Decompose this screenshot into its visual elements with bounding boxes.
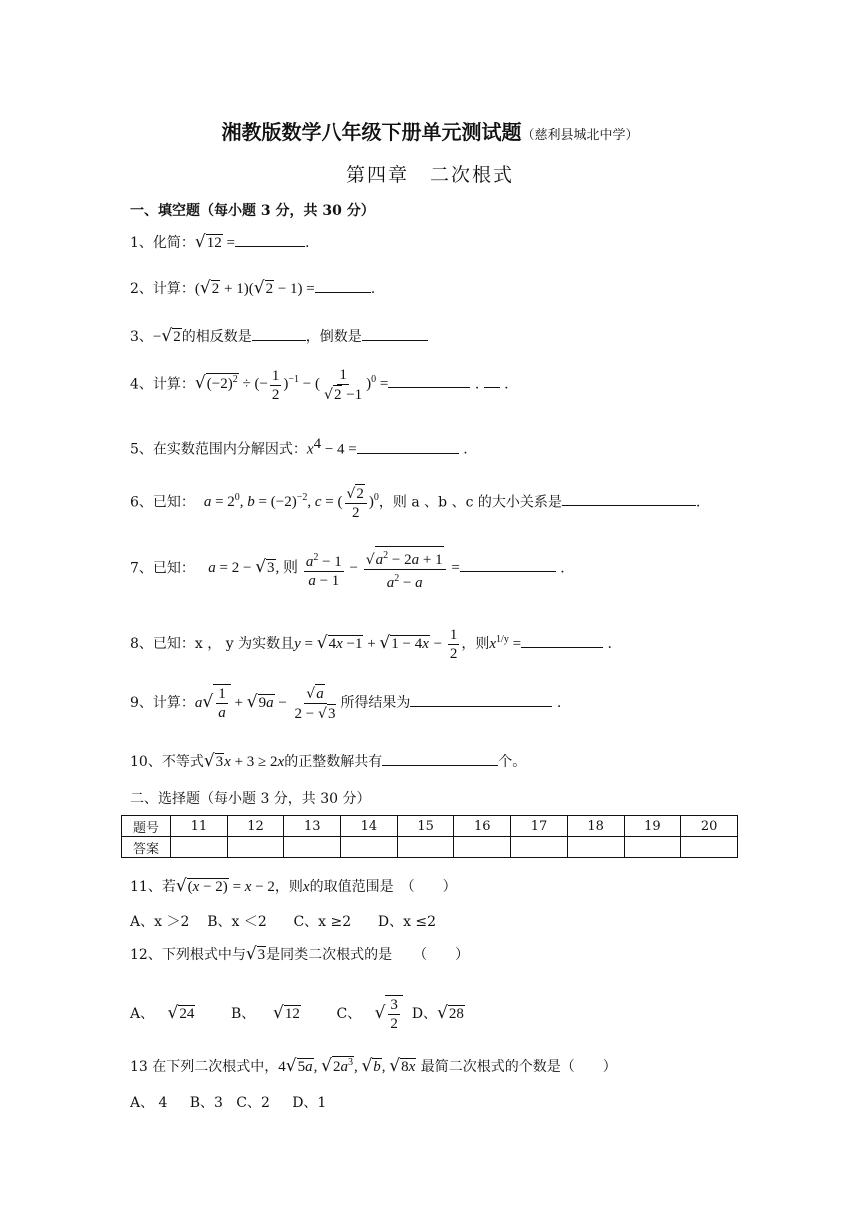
table-cell: 19	[624, 816, 681, 837]
question-13: 13 在下列二次根式中，4√5a, $√2a^3$, √b, √8x 最简二次根式的个数是（ ）	[130, 1056, 617, 1076]
answer-cell	[284, 837, 341, 858]
question-11-options	[130, 911, 436, 931]
question-8: 8、已知：x ， y 为实数且y = √4x −1 + √1 − 4x − $\frac{1}{2}$ ，则$x^{1/y}$ = .	[130, 627, 612, 662]
option-b: B、	[230, 1005, 256, 1022]
option-a: A、	[130, 1005, 155, 1022]
table-cell: 11	[171, 816, 228, 837]
option-b: B、x ＜2	[207, 914, 267, 930]
option-c: C、2	[236, 1095, 270, 1111]
option-c: C、	[336, 1005, 362, 1022]
table-cell: 13	[284, 816, 341, 837]
table-cell: 17	[511, 816, 568, 837]
row-header-answer: 答案	[122, 837, 171, 858]
question-11: 11、若√(x − 2) = x − 2，则x的取值范围是 （ ）	[130, 876, 457, 896]
question-1: 1、化简：√12 = .	[130, 232, 310, 252]
school-name: （慈利县城北中学）	[521, 128, 639, 143]
table-row	[122, 837, 738, 858]
table-cell: 12	[227, 816, 284, 837]
section-fill-in: 一、填空题（每小题 3 分，共 30 分）	[130, 203, 375, 219]
option-c: C、x ≥2	[293, 914, 352, 930]
question-7: 7、已知： a = 2 − √3, 则 $\frac{a^2 - 1}{a - 1}$ − $\frac{√a^2 - 2a + 1}{a^2 - a}$ = .	[130, 546, 565, 592]
option-d: D、	[411, 1005, 438, 1022]
option-a: A、 4	[130, 1095, 168, 1111]
answer-cell	[681, 837, 738, 858]
page-title: 湘教版数学八年级下册单元测试题（慈利县城北中学）	[221, 120, 639, 144]
table-cell: 16	[454, 816, 511, 837]
answer-cell	[341, 837, 398, 858]
question-10: 10、不等式√3x + 3 ≥ 2x的正整数解共有 个。	[130, 751, 527, 771]
table-cell: 18	[567, 816, 624, 837]
question-5: 5、在实数范围内分解因式：$x^4 - 4$ = .	[130, 436, 468, 458]
answer-cell	[171, 837, 228, 858]
answer-cell	[227, 837, 284, 858]
question-3: 3、−√2的相反数是 ，倒数是	[130, 325, 428, 346]
table-cell: 15	[397, 816, 454, 837]
answer-table	[121, 815, 738, 858]
question-12: 12、下列根式中与√3是同类二次根式的是 （ ）	[130, 944, 470, 964]
answer-cell	[511, 837, 568, 858]
option-b: B、3	[189, 1095, 223, 1111]
question-4: 4、计算：$√(-2)^2$ ÷ (− $\frac{1}{2}$ )$^{-1}$ − ( $\frac{1}{√2 -1}$ )$^0$ = . .	[130, 367, 509, 403]
option-d: D、x ≤2	[377, 914, 437, 930]
answer-cell	[624, 837, 681, 858]
section-multiple-choice: 二、选择题（每小题 3 分，共 30 分）	[130, 791, 371, 807]
answer-cell	[454, 837, 511, 858]
option-a: A、x ＞2	[130, 914, 190, 930]
table-cell: 14	[341, 816, 398, 837]
table-row	[122, 816, 738, 837]
chapter-title: 第四章 二次根式	[345, 164, 514, 186]
table-cell: 20	[681, 816, 738, 837]
question-6: 6、已知： $a = 2^0$, $b = (-2)^{-2}$, c = ( $\frac{√2}{2}$ )$^0$，则 a 、b 、c 的大小关系是 .	[130, 486, 701, 521]
answer-cell	[567, 837, 624, 858]
row-header-number: 题号	[122, 816, 171, 837]
question-2: 2、计算：(√2 + 1)(√2 − 1) = .	[130, 278, 376, 298]
option-d: D、1	[292, 1095, 327, 1111]
question-13-options	[130, 1092, 326, 1112]
question-12-options: A、 √24 B、 √12 C、 √ $\frac{3}{2}$ D、√28	[130, 997, 464, 1032]
question-9: 9、计算：a√ $\frac{1}{a}$ + √9a − $\frac{√a}{2 - √3}$ 所得结果为 .	[130, 686, 562, 722]
answer-cell	[397, 837, 454, 858]
